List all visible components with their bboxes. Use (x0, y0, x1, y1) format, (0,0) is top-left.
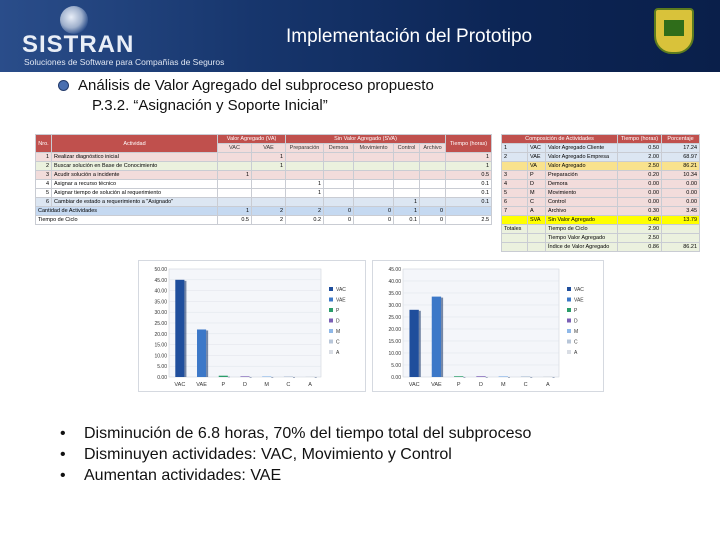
legend-swatch (567, 350, 571, 354)
cell-sum-label: Cantidad de Actividades (36, 207, 218, 216)
cell-value (218, 153, 252, 162)
cell-empty (446, 207, 492, 216)
cell-name: Índice de Valor Agregado (546, 243, 618, 252)
cell-value (394, 171, 420, 180)
cell-percent: 86.21 (662, 162, 700, 171)
cell-time-total: 2.5 (446, 216, 492, 225)
cell-activity: Asignar tiempo de solución al requerimiento (52, 189, 218, 198)
cell-nro: 5 (36, 189, 52, 198)
cell-time: 0.40 (618, 216, 662, 225)
cell-name: Valor Agregado (546, 162, 618, 171)
cell-code (502, 162, 528, 171)
cell-time: 0.00 (618, 189, 662, 198)
cell-nro: 3 (36, 171, 52, 180)
bar-chart-2-svg (373, 261, 603, 391)
cell-name: Tiempo de Ciclo (546, 225, 618, 234)
y-tick-label: 15.00 (154, 342, 167, 349)
table-row-time (36, 216, 492, 225)
table-row (502, 234, 700, 243)
col-vac: VAC (218, 144, 252, 153)
cell-time: 2.90 (618, 225, 662, 234)
table-row (502, 198, 700, 207)
cell-abbr (528, 225, 546, 234)
cell-value: 1 (286, 189, 324, 198)
cell-value: 0 (354, 216, 394, 225)
table-row (502, 180, 700, 189)
bar-side (441, 298, 443, 377)
cell-abbr: P (528, 171, 546, 180)
bullet-dot-icon (58, 80, 69, 91)
bullet-text: Disminuyen actividades: VAC, Movimiento y Control (84, 446, 452, 463)
y-tick-label: 0.00 (157, 375, 167, 381)
table-row (502, 207, 700, 216)
x-tick-label: M (500, 382, 506, 388)
logo-swirl-icon (60, 6, 88, 34)
table-row (36, 171, 492, 180)
legend-swatch (567, 329, 571, 333)
col-demora: Demora (324, 144, 354, 153)
cell-value: 1 (394, 207, 420, 216)
logo-text: SISTRAN (22, 31, 135, 58)
cell-name: Demora (546, 180, 618, 189)
cell-time: 0.1 (446, 198, 492, 207)
legend-swatch (329, 340, 333, 344)
cell-value (252, 180, 286, 189)
bullet-icon: • (60, 425, 66, 442)
cell-code: 1 (502, 144, 528, 153)
cell-value (324, 189, 354, 198)
legend-swatch (329, 308, 333, 312)
cell-code: 7 (502, 207, 528, 216)
cell-time: 1 (446, 153, 492, 162)
x-tick-label: A (308, 382, 312, 388)
cell-name: Movimiento (546, 189, 618, 198)
cell-value (252, 189, 286, 198)
cell-value (324, 162, 354, 171)
bar-side (419, 311, 421, 377)
cell-time: 0.00 (618, 198, 662, 207)
cell-name: Valor Agregado Cliente (546, 144, 618, 153)
y-tick-label: 5.00 (391, 363, 401, 369)
cell-value: 1 (218, 171, 252, 180)
cell-value: 0.1 (394, 216, 420, 225)
cell-value (324, 153, 354, 162)
bullet-icon: • (60, 446, 66, 463)
cell-abbr: VAE (528, 153, 546, 162)
y-tick-label: 35.00 (388, 291, 401, 297)
cell-value (252, 171, 286, 180)
legend-swatch (329, 350, 333, 354)
col-sva: Sin Valor Agregado (SVA) (286, 135, 446, 144)
col-archivo: Archivo (420, 144, 446, 153)
table-row (502, 216, 700, 225)
table-row (36, 162, 492, 171)
col-vae: VAE (252, 144, 286, 153)
cell-percent: 0.00 (662, 198, 700, 207)
x-tick-label: P (221, 382, 226, 388)
col-control: Control (394, 144, 420, 153)
cell-time: 0.1 (446, 180, 492, 189)
legend-label: P (574, 308, 578, 314)
bar-side (315, 377, 317, 378)
bar (262, 376, 271, 377)
table-row (502, 144, 700, 153)
bar-side (508, 377, 510, 378)
cell-time: 2.00 (618, 153, 662, 162)
cell-name: Preparación (546, 171, 618, 180)
cell-code: 6 (502, 198, 528, 207)
cell-value (354, 171, 394, 180)
cell-percent: 0.00 (662, 180, 700, 189)
col-actividad: Actividad (52, 135, 218, 153)
table-row (502, 171, 700, 180)
cell-value (394, 153, 420, 162)
bar-side (293, 377, 295, 378)
x-tick-label: VAC (174, 382, 186, 388)
cell-value (420, 198, 446, 207)
col-movimiento: Movimiento (354, 144, 394, 153)
table-row (36, 198, 492, 207)
cell-value: 1 (394, 198, 420, 207)
cell-time: 0.50 (618, 144, 662, 153)
composition-table (501, 134, 700, 252)
bullet-text: Disminución de 6.8 horas, 70% del tiempo total del subproceso (84, 425, 532, 442)
bar (499, 376, 508, 377)
bar (454, 376, 463, 377)
legend-swatch (329, 329, 333, 333)
cell-code: 5 (502, 189, 528, 198)
cell-abbr: D (528, 180, 546, 189)
bar-side (463, 377, 465, 378)
cell-time-label: Tiempo de Ciclo (36, 216, 218, 225)
legend-label: C (574, 339, 578, 346)
legend-label: A (574, 350, 578, 356)
cell-value (354, 180, 394, 189)
cell-code (502, 234, 528, 243)
cell-value: 0 (324, 216, 354, 225)
cell-value: 0.5 (218, 216, 252, 225)
cell-abbr: VA (528, 162, 546, 171)
cell-value (354, 153, 394, 162)
cell-abbr (528, 243, 546, 252)
list-item (60, 465, 531, 486)
table-row (502, 225, 700, 234)
y-tick-label: 40.00 (388, 279, 401, 285)
y-tick-label: 25.00 (388, 315, 401, 321)
legend-swatch (567, 287, 571, 291)
y-tick-label: 30.00 (388, 303, 401, 309)
cell-abbr: C (528, 198, 546, 207)
cell-value (420, 189, 446, 198)
cell-abbr (528, 234, 546, 243)
legend-label: M (336, 329, 341, 335)
cell-abbr: SVA (528, 216, 546, 225)
col-porcentaje: Porcentaje (662, 135, 700, 144)
table-row (36, 153, 492, 162)
bar-chart-1 (138, 260, 366, 392)
cell-value (218, 180, 252, 189)
y-tick-label: 10.00 (154, 353, 167, 360)
cell-value (394, 189, 420, 198)
cell-percent: 17.24 (662, 144, 700, 153)
cell-value (394, 180, 420, 189)
table-row (36, 189, 492, 198)
activity-table (35, 134, 492, 225)
university-crest-icon (654, 8, 694, 54)
x-tick-label: C (523, 382, 528, 388)
cell-time: 0.30 (618, 207, 662, 216)
cell-activity: Realizar diagnóstico inicial (52, 153, 218, 162)
cell-percent: 13.79 (662, 216, 700, 225)
col-tiempo-horas: Tiempo (horas) (618, 135, 662, 144)
legend-swatch (329, 298, 333, 302)
x-tick-label: P (456, 382, 461, 388)
cell-activity: Buscar solución en Base de Conocimiento (52, 162, 218, 171)
cell-value: 1 (252, 153, 286, 162)
bar (543, 376, 552, 377)
legend-label: D (574, 318, 578, 325)
cell-value (354, 198, 394, 207)
cell-code: 4 (502, 180, 528, 189)
cell-value (354, 162, 394, 171)
x-tick-label: M (264, 382, 270, 388)
bar (219, 376, 228, 377)
legend-label: C (336, 339, 340, 346)
cell-percent: 86.21 (662, 243, 700, 252)
cell-value (394, 162, 420, 171)
col-tiempo: Tiempo (horas) (446, 135, 492, 153)
cell-value (354, 189, 394, 198)
bullet-text: Aumentan actividades: VAE (84, 467, 282, 484)
cell-nro: 4 (36, 180, 52, 189)
cell-code: 3 (502, 171, 528, 180)
x-tick-label: VAE (431, 382, 442, 388)
bar (476, 376, 485, 377)
bar (306, 376, 315, 377)
bar (409, 310, 418, 377)
cell-value: 1 (218, 207, 252, 216)
cell-name: Sin Valor Agregado (546, 216, 618, 225)
legend-swatch (329, 287, 333, 291)
cell-name: Archivo (546, 207, 618, 216)
cell-value (324, 180, 354, 189)
bullet-icon: • (60, 467, 66, 484)
bar-chart-2 (372, 260, 604, 392)
bar-side (530, 377, 532, 378)
conclusion-list (60, 423, 531, 486)
cell-value (286, 162, 324, 171)
cell-code: Totales (502, 225, 528, 234)
cell-value (420, 153, 446, 162)
cell-value (218, 162, 252, 171)
cell-value (420, 171, 446, 180)
cell-nro: 6 (36, 198, 52, 207)
cell-name: Valor Agregado Empresa (546, 153, 618, 162)
bar-side (553, 377, 555, 378)
cell-code (502, 216, 528, 225)
legend-label: D (336, 318, 340, 325)
x-tick-label: C (286, 382, 291, 388)
cell-value: 0 (354, 207, 394, 216)
x-tick-label: VAE (196, 382, 207, 388)
bar-chart-1-svg (139, 261, 365, 391)
table-row (502, 189, 700, 198)
legend-label: VAC (574, 287, 584, 293)
cell-value (218, 189, 252, 198)
cell-abbr: A (528, 207, 546, 216)
sub-heading-line1: Análisis de Valor Agregado del subproceso propuesto (78, 77, 434, 94)
y-tick-label: 35.00 (154, 299, 167, 306)
legend-label: A (336, 350, 340, 356)
cell-percent: 10.34 (662, 171, 700, 180)
cell-time: 0.86 (618, 243, 662, 252)
cell-value (286, 171, 324, 180)
slide-header (0, 0, 720, 72)
slide-title: Implementación del Prototipo (286, 26, 533, 47)
col-nro: Nro. (36, 135, 52, 153)
bar (197, 329, 206, 377)
y-tick-label: 10.00 (388, 351, 401, 357)
cell-percent: 0.00 (662, 189, 700, 198)
bar (284, 376, 293, 377)
cell-value (286, 198, 324, 207)
bar (432, 297, 441, 377)
cell-activity: Acudir solución a incidente (52, 171, 218, 180)
table-row (36, 180, 492, 189)
cell-time: 2.50 (618, 162, 662, 171)
x-tick-label: A (546, 382, 550, 388)
cell-value: 0 (420, 207, 446, 216)
cell-value: 0 (420, 216, 446, 225)
table-row (502, 153, 700, 162)
cell-percent: 68.97 (662, 153, 700, 162)
cell-nro: 2 (36, 162, 52, 171)
plot-area (403, 269, 559, 377)
cell-code (502, 243, 528, 252)
cell-value: 2 (252, 216, 286, 225)
cell-name: Tiempo Valor Agregado (546, 234, 618, 243)
legend-label: P (336, 308, 340, 314)
cell-value: 0 (324, 207, 354, 216)
col-preparacion: Preparación (286, 144, 324, 153)
legend-swatch (567, 308, 571, 312)
cell-value: 0.2 (286, 216, 324, 225)
legend-label: VAC (336, 287, 346, 293)
cell-percent (662, 234, 700, 243)
legend-label: VAE (574, 297, 584, 304)
bar-side (206, 330, 208, 377)
cell-value (420, 180, 446, 189)
table-row (502, 162, 700, 171)
cell-nro: 1 (36, 153, 52, 162)
cell-activity: Asignar a recurso técnico (52, 180, 218, 189)
col-va: Valor Agregado (VA) (218, 135, 286, 144)
bar (240, 376, 249, 377)
y-tick-label: 45.00 (154, 277, 167, 284)
y-tick-label: 0.00 (391, 375, 401, 381)
legend-swatch (567, 298, 571, 302)
y-tick-label: 40.00 (154, 288, 167, 295)
y-tick-label: 20.00 (388, 327, 401, 333)
cell-value: 1 (252, 162, 286, 171)
cell-time: 0.5 (446, 171, 492, 180)
cell-time: 0.1 (446, 189, 492, 198)
bar-side (250, 377, 252, 378)
sub-heading (78, 76, 434, 116)
legend-swatch (567, 319, 571, 323)
cell-percent (662, 225, 700, 234)
sub-heading-line2: P.3.2. “Asignación y Soporte Inicial” (92, 97, 328, 114)
cell-value (324, 198, 354, 207)
cell-time: 0.00 (618, 180, 662, 189)
legend-label: VAE (336, 297, 346, 304)
cell-percent: 3.45 (662, 207, 700, 216)
bar (175, 280, 184, 377)
y-tick-label: 30.00 (154, 310, 167, 317)
y-tick-label: 5.00 (157, 364, 167, 371)
cell-time: 2.50 (618, 234, 662, 243)
cell-value (218, 198, 252, 207)
cell-time: 0.20 (618, 171, 662, 180)
cell-value (324, 171, 354, 180)
bar-side (271, 377, 273, 378)
table-row (502, 243, 700, 252)
table-row-sum (36, 207, 492, 216)
legend-label: M (574, 329, 579, 335)
list-item (60, 423, 531, 444)
list-item (60, 444, 531, 465)
y-tick-label: 50.00 (154, 267, 167, 273)
cell-abbr: M (528, 189, 546, 198)
cell-value: 2 (252, 207, 286, 216)
x-tick-label: VAC (408, 382, 420, 388)
y-tick-label: 20.00 (154, 331, 167, 338)
legend-swatch (329, 319, 333, 323)
cell-value: 1 (286, 180, 324, 189)
cell-time: 1 (446, 162, 492, 171)
cell-code: 2 (502, 153, 528, 162)
cell-value (286, 153, 324, 162)
bar-side (184, 281, 186, 377)
x-tick-label: D (479, 382, 483, 388)
y-tick-label: 25.00 (154, 321, 167, 327)
logo-subtitle: Soluciones de Software para Compañías de Seguros (24, 57, 225, 67)
cell-activity: Cambiar de estado a requerimiento a "Asignado" (52, 198, 218, 207)
bar-side (486, 377, 488, 378)
y-tick-label: 15.00 (388, 339, 401, 345)
legend-swatch (567, 340, 571, 344)
cell-abbr: VAC (528, 144, 546, 153)
cell-name: Control (546, 198, 618, 207)
col-composicion: Composición de Actividades (502, 135, 618, 144)
cell-value: 2 (286, 207, 324, 216)
y-tick-label: 45.00 (388, 267, 401, 273)
cell-value (252, 198, 286, 207)
bar-side (228, 377, 230, 378)
bar (521, 376, 530, 377)
cell-value (420, 162, 446, 171)
x-tick-label: D (243, 382, 247, 388)
